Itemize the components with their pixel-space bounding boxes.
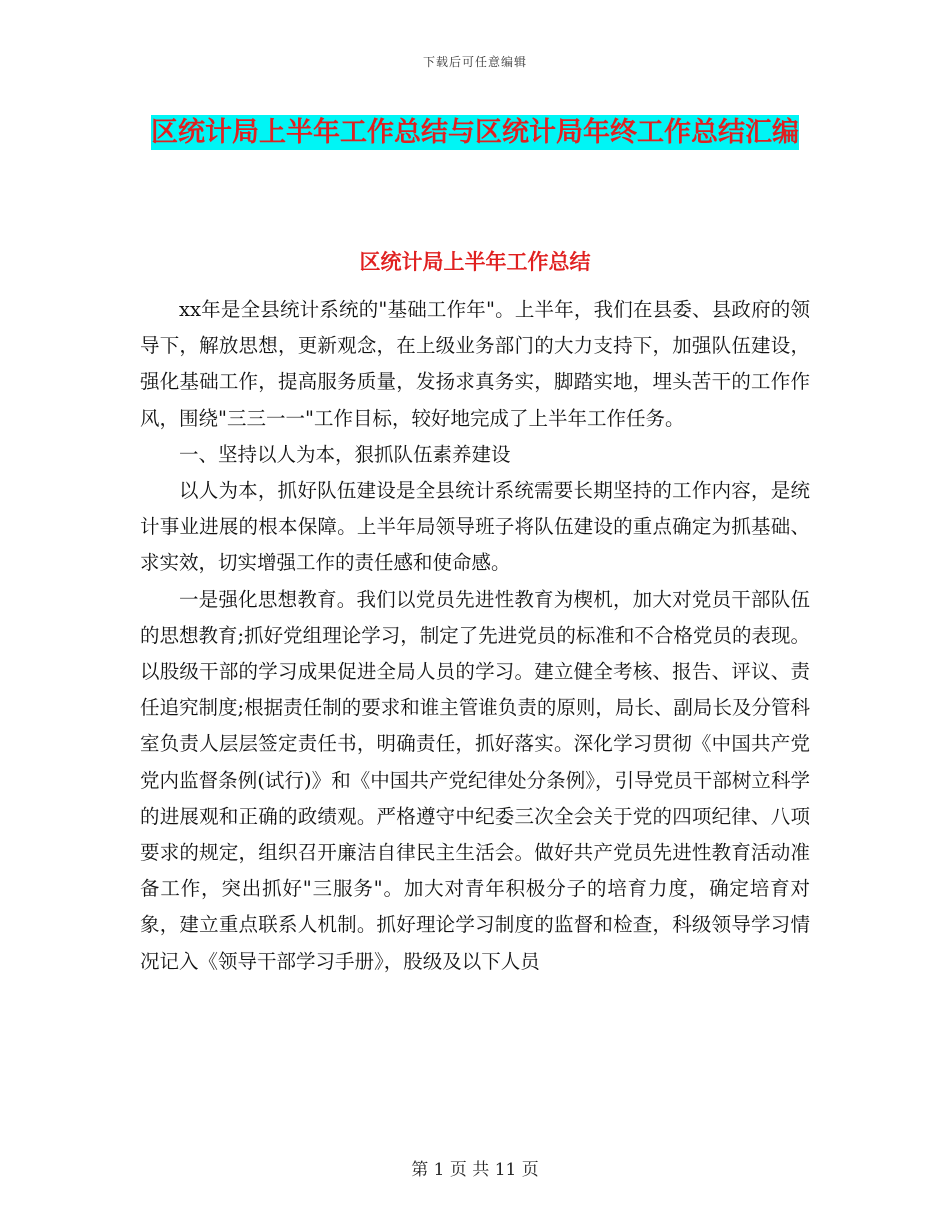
document-body <box>140 292 810 980</box>
paragraph-team-building: 以人为本，抓好队伍建设是全县统计系统需要长期坚持的工作内容，是统计事业进展的根本保障。上半年局领导班子将队伍建设的重点确定为抓基础、求实效，切实增强工作的责任感和使命感。 <box>140 479 810 575</box>
document-title-text: 区统计局上半年工作总结与区统计局年终工作总结汇编 <box>151 117 799 148</box>
paragraph-intro: xx年是全县统计系统的"基础工作年"。上半年，我们在县委、县政府的领导下，解放思想，更新观念，在上级业务部门的大力支持下，加强队伍建设，强化基础工作，提高服务质量，发扬求真务实，脚踏实地，埋头苦干的工作作风，围绕"三三一一"工作目标，较好地完成了上半年工作任务。 <box>140 298 810 430</box>
page-number: 第 1 页 共 11 页 <box>411 1160 539 1180</box>
paragraph-ideological-education: 一是强化思想教育。我们以党员先进性教育为楔机，加大对党员干部队伍的思想教育;抓好党组理论学习，制定了先进党员的标准和不合格党员的表现。以股级干部的学习成果促进全局人员的学习。建立健全考核、报告、评议、责任追究制度;根据责任制的要求和谁主管谁负责的原则，局长、副局长及分管科室负责人层层签定责任书，明确责任，抓好落实。深化学习贯彻《中国共产党党内监督条例(试行)》和《中国共产党纪律处分条例》，引导党员干部树立科学的进展观和正确的政绩观。严格遵守中纪委三次全会关于党的四项纪律、八项要求的规定，组织召开廉洁自律民主生活会。做好共产党员先进性教育活动准备工作，突出抓好"三服务"。加大对青年积极分子的培育力度，确定培育对象，建立重点联系人机制。抓好理论学习制度的监督和检查，科级领导学习情况记入《领导干部学习手册》，股级及以下人员 <box>140 587 810 973</box>
section-title: 区统计局上半年工作总结 <box>359 250 591 274</box>
page-header-note: 下载后可任意编辑 <box>422 55 527 69</box>
paragraph-heading-1: 一、坚持以人为本，狠抓队伍素养建设 <box>179 442 511 466</box>
document-title <box>140 110 810 155</box>
